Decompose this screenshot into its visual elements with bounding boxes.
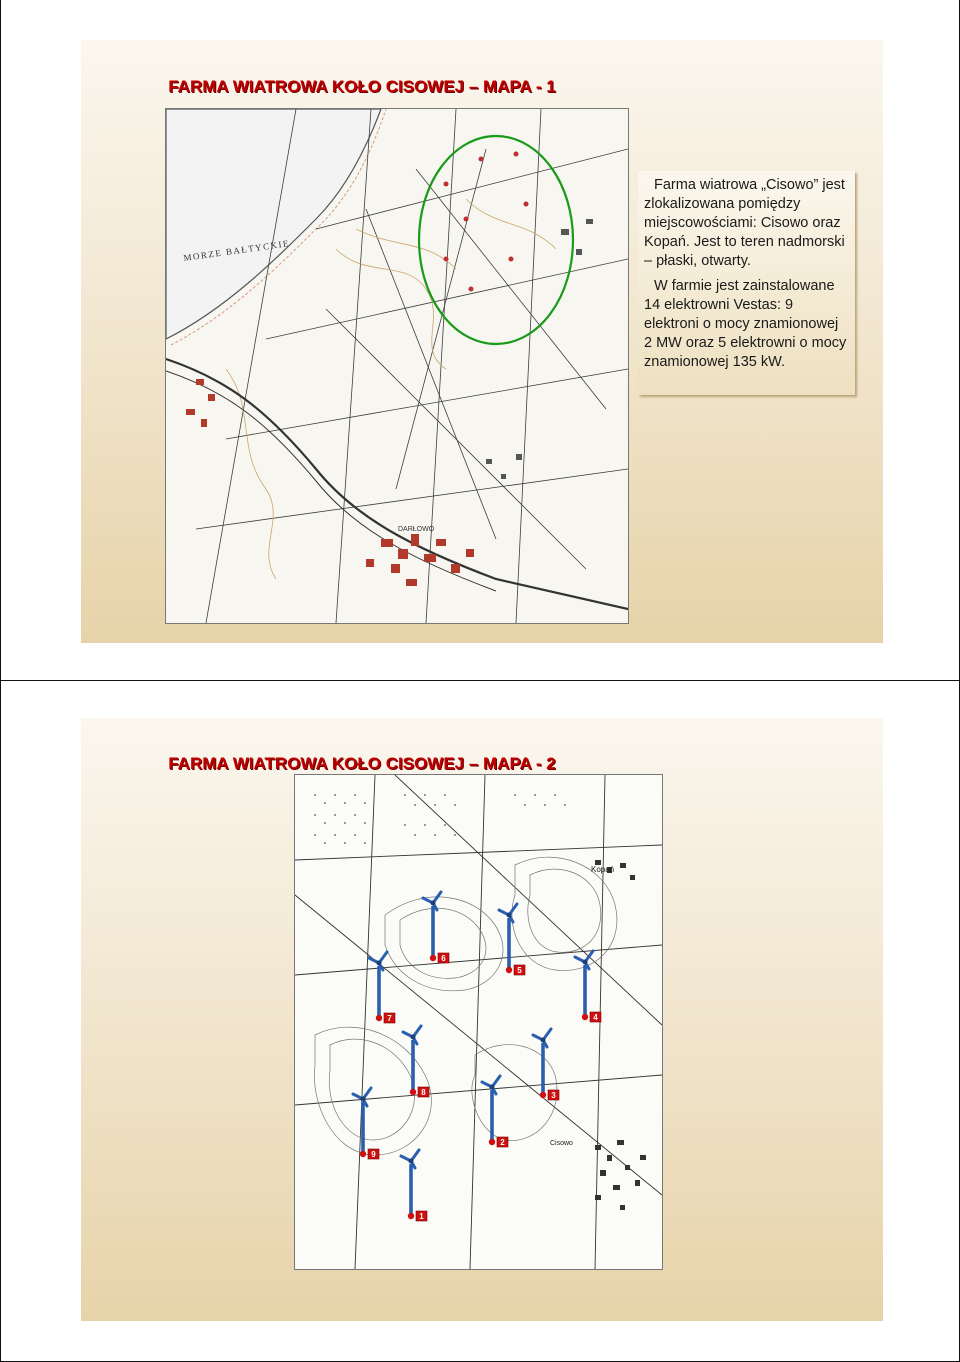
turbine-label-1: 1 [419,1212,424,1221]
turbine-label-3: 3 [551,1091,556,1100]
slide-1-title: FARMA WIATROWA KOŁO CISOWEJ – MAPA - 1 [168,77,556,96]
slide-2 [81,718,883,1321]
turbine-label-8: 8 [421,1088,426,1097]
topographic-map-2 [295,775,662,1269]
town-label: DARŁOWO [398,526,435,533]
turbine-label-5: 5 [517,966,522,975]
description-paragraph-2: W farmie jest zainstalowane 14 elektrowni Vestas: 9 elektroni o mocy znamionowej 2 MW oraz 5 elektrowni o mocy znamionowej 135 kW. [644,278,847,370]
turbine-label-9: 9 [371,1150,376,1159]
map-1 [165,108,629,624]
description-paragraph-1: Farma wiatrowa „Cisowo” jest zlokalizowana pomiędzy miejscowościami: Cisowo oraz Kopań. Jest to teren nadmorski – płaski, otwarty. [644,177,845,269]
slide-2-title: FARMA WIATROWA KOŁO CISOWEJ – MAPA - 2 [168,754,556,773]
topographic-map-1 [166,109,628,623]
turbine-label-7: 7 [387,1014,392,1023]
map-2 [294,774,663,1270]
turbine-label-2: 2 [500,1138,505,1147]
turbine-label-6: 6 [441,954,446,963]
turbine-label-4: 4 [593,1013,598,1022]
map-label-kopan: Kopań [591,865,615,874]
description-box [638,171,855,395]
page-2 [0,680,960,1362]
map-label-cisowo: Cisowo [550,1140,573,1147]
slide-1 [81,40,883,643]
sea-label: MORZE BAŁTYCKIE [182,238,291,263]
